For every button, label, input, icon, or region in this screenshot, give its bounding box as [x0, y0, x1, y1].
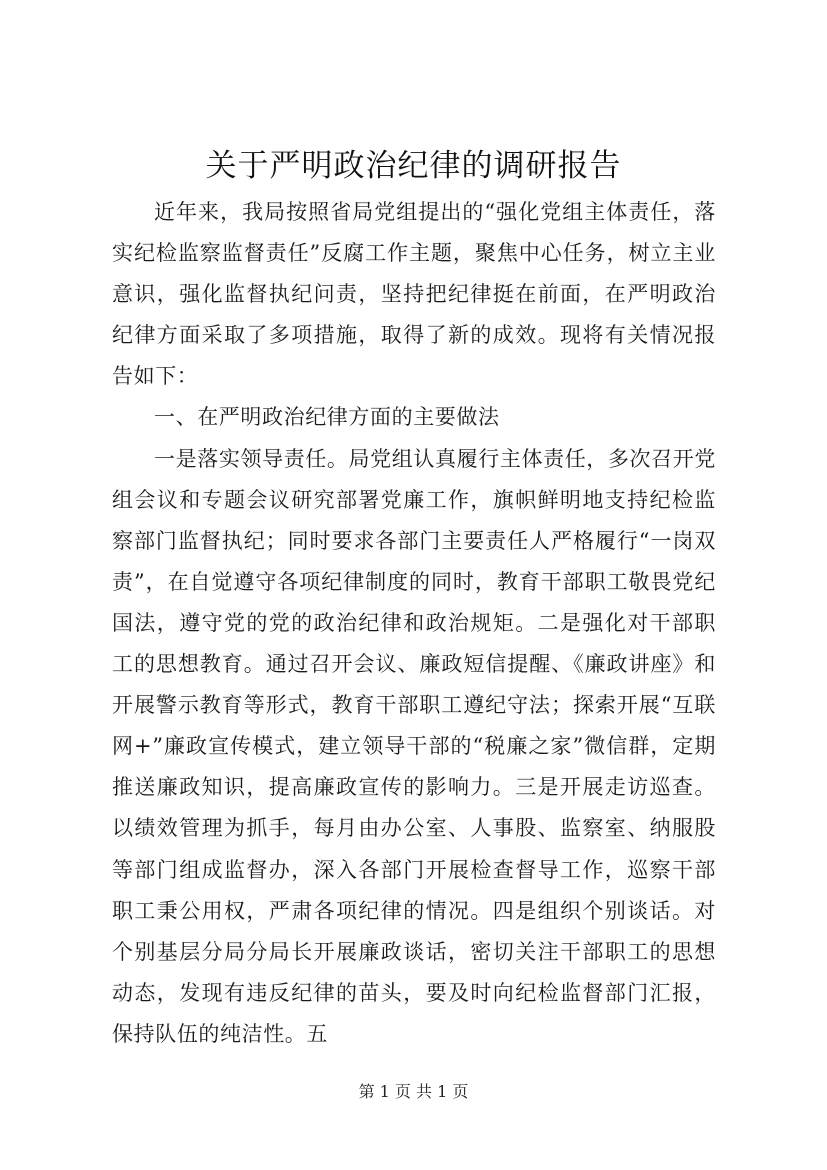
- intro-paragraph: 近年来，我局按照省局党组提出的“强化党组主体责任，落实纪检监察监督责任”反腐工作主题，聚焦中心任务，树立主业意识，强化监督执纪问责，坚持把纪律挺在前面，在严明政治纪律方面采取了多项措施，取得了新的成效。现将有关情况报告如下：: [112, 200, 716, 389]
- section-heading: 一、在严明政治纪律方面的主要做法: [154, 405, 500, 430]
- document-body: [112, 192, 716, 1055]
- page-number-footer: 第 1 页 共 1 页: [358, 1082, 469, 1101]
- document-title: 关于严明政治纪律的调研报告: [205, 148, 622, 184]
- body-paragraph: 一是落实领导责任。局党组认真履行主体责任，多次召开党组会议和专题会议研究部署党廉工作，旗帜鲜明地支持纪检监察部门监督执纪；同时要求各部门主要责任人严格履行“一岗双责”，在自觉遵守各项纪律制度的同时，教育干部职工敬畏党纪国法，遵守党的党的政治纪律和政治规矩。二是强化对干部职工的思想教育。通过召开会议、廉政短信提醒、《廉政讲座》和开展警示教育等形式，教育干部职工遵纪守法；探索开展“互联网+”廉政宣传模式，建立领导干部的“税廉之家”微信群，定期推送廉政知识，提高廉政宣传的影响力。三是开展走访巡查。以绩效管理为抓手，每月由办公室、人事股、监察室、纳服股等部门组成监督办，深入各部门开展检查督导工作，巡察干部职工秉公用权，严肃各项纪律的情况。四是组织个别谈话。对个别基层分局分局长开展廉政谈话，密切关注干部职工的思想动态，发现有违反纪律的苗头，要及时向纪检监督部门汇报，保持队伍的纯洁性。五: [112, 446, 716, 1046]
